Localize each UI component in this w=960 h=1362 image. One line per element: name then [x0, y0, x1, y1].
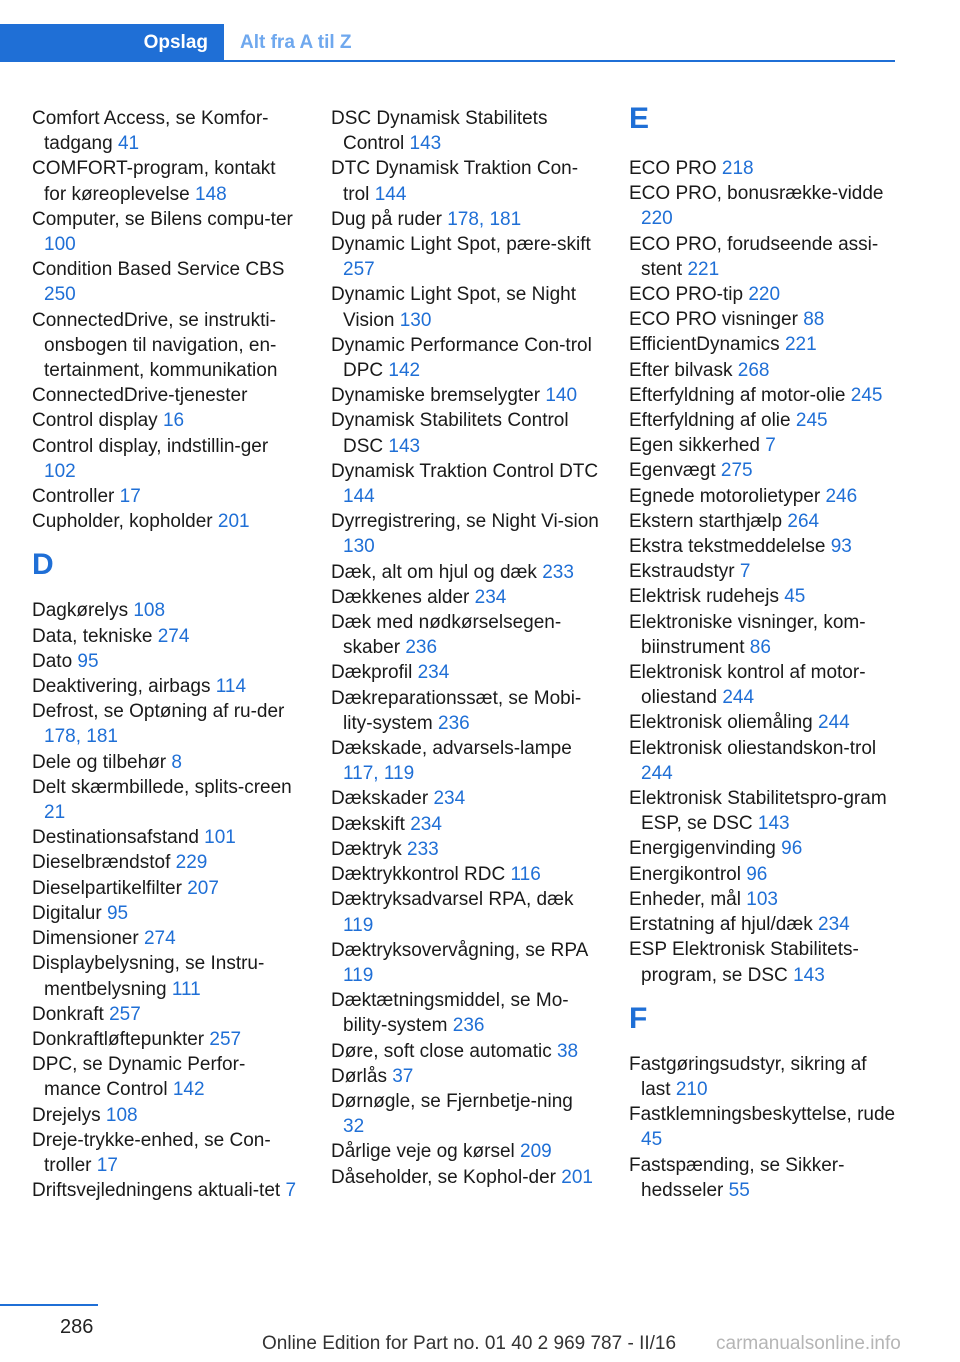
index-entry [331, 282, 599, 332]
header-divider [0, 60, 895, 62]
page-reference-link[interactable]: 95 [77, 650, 99, 672]
page-reference-link[interactable]: 45 [784, 586, 806, 608]
entry-term: Dåseholder, se Kophol-der [331, 1166, 556, 1188]
entry-term: DPC, se Dynamic Perfor-mance Control [32, 1054, 246, 1101]
index-column-3 [629, 102, 897, 1203]
index-entry [331, 988, 599, 1038]
page-reference-link[interactable]: 257 [343, 259, 375, 281]
page-reference-link[interactable]: 103 [746, 888, 778, 910]
index-entry [32, 156, 300, 206]
page-reference-link[interactable]: 220 [748, 284, 781, 306]
page-reference-link[interactable]: 201 [217, 511, 250, 533]
index-entry [629, 862, 897, 887]
entry-term: ECO PRO, forudseende assi-stent [629, 233, 879, 280]
entry-term: Dækskader [331, 788, 429, 810]
index-entry [629, 559, 897, 584]
index-entry [32, 509, 300, 534]
entry-term: Dæk, alt om hjul og dæk [331, 561, 537, 583]
entry-term: Controller [32, 486, 115, 508]
index-entry [629, 1102, 897, 1152]
index-entry [629, 836, 897, 861]
entry-term: Dreje-trykke-enhed, se Con-troller [32, 1129, 271, 1176]
entry-term: Control display [32, 410, 158, 432]
index-entry [331, 408, 599, 458]
page-reference-link[interactable]: 257 [209, 1028, 242, 1050]
index-entry [32, 674, 300, 699]
index-column-1 [32, 106, 300, 1203]
entry-term: Elektronisk Stabilitetspro-gram ESP, se DSC [629, 788, 887, 835]
index-entry [331, 1165, 599, 1190]
page-reference-link[interactable]: 236 [452, 1015, 485, 1037]
index-entry [331, 585, 599, 610]
section-letter-e: E [629, 102, 650, 135]
entry-term: Dårlige veje og kørsel [331, 1141, 515, 1163]
entry-term: Dæktryk [331, 838, 402, 860]
page-reference-link[interactable]: 233 [407, 838, 439, 860]
index-entry [32, 699, 300, 749]
page-reference-link[interactable]: 7 [765, 435, 776, 457]
index-entry [331, 207, 599, 232]
entry-term: Elektronisk oliestandskon-trol [629, 737, 877, 759]
entry-term: Dato [32, 650, 73, 672]
entry-term: Control display, indstillin-ger [32, 435, 269, 457]
page-reference-link[interactable]: 234 [818, 914, 850, 936]
page-reference-link[interactable]: 96 [781, 838, 803, 860]
entry-term: Egnede motorolietyper [629, 485, 821, 507]
page-reference-link[interactable]: 8 [171, 751, 182, 773]
entry-term: Fastspænding, se Sikker-hedsseler [629, 1154, 845, 1201]
page-reference-link[interactable]: 142 [172, 1079, 205, 1101]
entry-term: ECO PRO-tip [629, 284, 744, 306]
page-reference-link[interactable]: 148 [195, 183, 227, 205]
index-entry [331, 509, 599, 559]
index-entry [629, 610, 897, 660]
entry-term: Energikontrol [629, 863, 741, 885]
page-reference-link[interactable]: 234 [474, 586, 507, 608]
entry-term: EfficientDynamics [629, 334, 780, 356]
entry-term: Dæktrykkontrol RDC [331, 864, 506, 886]
page-reference-link[interactable]: 143 [757, 813, 790, 835]
page-reference-link[interactable]: 244 [818, 712, 850, 734]
index-entry [32, 1128, 300, 1178]
page-reference-link[interactable]: 274 [143, 928, 176, 950]
index-entry [629, 156, 897, 181]
page-reference-link[interactable]: 114 [215, 676, 247, 698]
index-entry [629, 736, 897, 786]
index-entry [331, 786, 599, 811]
index-entry [32, 408, 300, 433]
entry-term: Enheder, mål [629, 888, 741, 910]
edition-text: Online Edition for Part no. 01 40 2 969 787 - II/16 [262, 1333, 677, 1354]
entry-term: Dæktryksovervågning, se RPA [331, 939, 588, 961]
page-reference-link[interactable]: 7 [285, 1180, 297, 1202]
page-reference-link[interactable]: 220 [641, 208, 673, 230]
entry-term: Dieselpartikelfilter [32, 877, 182, 899]
page-reference-link[interactable]: 244 [641, 762, 673, 784]
page-number: 286 [60, 1316, 94, 1338]
index-entry [629, 484, 897, 509]
page-reference-link[interactable]: 21 [44, 802, 66, 824]
entry-term: Fastgøringsudstyr, sikring af last [629, 1053, 867, 1100]
page-reference-link[interactable]: 95 [106, 902, 129, 924]
index-entry [32, 624, 300, 649]
index-entry [32, 926, 300, 951]
entry-term: Elektronisk kontrol af motor-oliestand [629, 662, 866, 709]
index-entry [32, 850, 300, 875]
page-reference-link[interactable]: 100 [44, 234, 76, 256]
page-reference-link[interactable]: 143 [388, 435, 421, 457]
entry-term: Dækskade, advarsels-lampe [331, 738, 572, 760]
index-entry [331, 106, 599, 156]
index-entry [629, 232, 897, 282]
entry-term: Elektrisk rudehejs [629, 586, 779, 608]
entry-term: Deaktivering, airbags [32, 676, 211, 698]
entry-term: Elektroniske visninger, kom-biinstrument [629, 611, 866, 658]
entry-term: DTC Dynamisk Traktion Con-trol [331, 158, 579, 205]
page-reference-link[interactable]: 45 [641, 1129, 663, 1151]
index-entry [629, 358, 897, 383]
page-reference-link[interactable]: 16 [162, 410, 185, 432]
page-reference-link[interactable]: 117, 119 [343, 763, 415, 785]
page-reference-link[interactable]: 234 [433, 788, 466, 810]
page-reference-link[interactable]: 38 [556, 1040, 579, 1062]
index-entry [331, 938, 599, 988]
index-entry [32, 1002, 300, 1027]
entry-term: COMFORT-program, kontakt for køreoplevelse [32, 158, 276, 205]
page-reference-link[interactable]: 111 [171, 978, 201, 1000]
entry-term: Donkraft [32, 1003, 104, 1025]
entry-term: Dæktryksadvarsel RPA, dæk [331, 889, 574, 911]
entry-term: Donkraftløftepunkter [32, 1028, 205, 1050]
index-column-2 [331, 106, 599, 1190]
page-reference-link[interactable]: 234 [417, 662, 450, 684]
index-entry [32, 1178, 300, 1203]
page-reference-link[interactable]: 37 [392, 1065, 414, 1087]
entry-term: Dækkenes alder [331, 586, 470, 608]
index-entry [32, 383, 300, 408]
entry-term: ECO PRO [629, 158, 717, 179]
index-entry [629, 887, 897, 912]
page-reference-link[interactable]: 55 [728, 1179, 750, 1201]
index-entry [629, 509, 897, 534]
page-reference-link[interactable]: 7 [739, 561, 751, 583]
entry-term: Drejelys [32, 1104, 101, 1126]
index-entry [32, 825, 300, 850]
index-entry [629, 937, 897, 987]
entry-term: Dørlås [331, 1065, 387, 1087]
entry-term: Comfort Access, se Komfor-tadgang [32, 108, 269, 155]
index-entry [629, 383, 897, 408]
entry-term: Dynamisk Stabilitets Control DSC [331, 410, 569, 457]
entry-term: Driftsvejledningens aktuali-tet [32, 1180, 281, 1202]
page-reference-link[interactable]: 274 [157, 625, 190, 647]
index-entry [32, 207, 300, 257]
index-entry [629, 433, 897, 458]
entry-term: Dynamiske bremselygter [331, 385, 541, 407]
index-entry [331, 887, 599, 937]
index-entry [32, 434, 300, 484]
index-entry [629, 786, 897, 836]
entry-term: Displaybelysning, se Instru-mentbelysning [32, 953, 265, 1000]
index-entry [629, 332, 897, 357]
page-reference-link[interactable]: 143 [793, 964, 825, 986]
watermark: carmanualsonline.info [716, 1333, 901, 1354]
entry-term: Dynamisk Traktion Control DTC [331, 460, 599, 482]
page-reference-link[interactable]: 119 [343, 964, 374, 986]
entry-term: Elektronisk oliemåling [629, 712, 813, 734]
entry-term: Dimensioner [32, 928, 139, 950]
index-entry [331, 383, 599, 408]
index-entry [32, 1027, 300, 1052]
entry-term: ConnectedDrive-tjenester [32, 385, 248, 407]
index-entry [331, 1039, 599, 1064]
index-entry [32, 775, 300, 825]
entry-term: Computer, se Bilens compu-ter [32, 208, 293, 230]
page-reference-link[interactable]: 178, 181 [447, 208, 522, 230]
page-reference-link[interactable]: 218 [721, 158, 754, 179]
entry-term: Condition Based Service CBS [32, 259, 285, 281]
page-reference-link[interactable]: 221 [784, 334, 817, 356]
entry-term: Ekstern starthjælp [629, 510, 783, 532]
page-reference-link[interactable]: 88 [803, 309, 825, 331]
entry-term: Egenvægt [629, 460, 716, 482]
entry-term: Efterfyldning af motor-olie [629, 384, 846, 406]
page-reference-link[interactable]: 41 [117, 133, 140, 155]
index-entry [331, 837, 599, 862]
page-reference-link[interactable]: 234 [410, 813, 442, 835]
page-reference-link[interactable]: 86 [749, 636, 771, 658]
index-entry [331, 686, 599, 736]
page-reference-link[interactable]: 236 [405, 637, 438, 659]
index-entry [629, 912, 897, 937]
entry-term: ECO PRO visninger [629, 309, 798, 331]
page-reference-link[interactable]: 102 [44, 460, 76, 482]
entry-term: Dieselbrændstof [32, 852, 171, 874]
index-entry [32, 649, 300, 674]
section-letter-d: D [32, 548, 54, 582]
entry-term: Dagkørelys [32, 600, 129, 622]
page-reference-link[interactable]: 246 [825, 485, 858, 507]
entry-term: ECO PRO, bonusrække-vidde [629, 183, 884, 205]
index-entry [32, 750, 300, 775]
entry-term: Egen sikkerhed [629, 435, 760, 457]
index-entry [629, 534, 897, 559]
entry-term: Dækprofil [331, 662, 413, 684]
index-entry [32, 901, 300, 926]
page-reference-link[interactable]: 144 [374, 183, 407, 205]
page-reference-link[interactable]: 233 [542, 561, 574, 583]
entry-term: Energigenvinding [629, 838, 776, 860]
index-entry [629, 282, 897, 307]
index-entry [32, 876, 300, 901]
entry-term: Dørnøgle, se Fjernbetje-ning [331, 1090, 573, 1112]
index-entry [331, 560, 599, 585]
index-entry [32, 1052, 300, 1102]
entry-term: Erstatning af hjul/dæk [629, 914, 813, 936]
entry-term: Dæktætningsmiddel, se Mo-bility-system [331, 990, 569, 1037]
page-reference-link[interactable]: 93 [830, 536, 852, 558]
entry-term: Dynamic Light Spot, se Night Vision [331, 284, 577, 331]
index-entry [32, 951, 300, 1001]
entry-term: Dynamic Performance Con-trol DPC [331, 334, 592, 382]
page-reference-link[interactable]: 108 [105, 1104, 138, 1126]
entry-term: Digitalur [32, 902, 102, 924]
index-entry [331, 459, 599, 509]
page-reference-link[interactable]: 116 [510, 864, 541, 886]
page-reference-link[interactable]: 257 [109, 1003, 141, 1025]
index-entry [32, 1103, 300, 1128]
entry-term: ESP Elektronisk Stabilitets-program, se DSC [629, 939, 859, 986]
index-entry [331, 1064, 599, 1089]
entry-term: Dyrregistrering, se Night Vi-sion [331, 511, 599, 533]
entry-term: Dækskift [331, 813, 405, 835]
index-entry [629, 307, 897, 332]
entry-term: Defrost, se Optøning af ru-der [32, 701, 285, 723]
page-reference-link[interactable]: 144 [343, 486, 375, 508]
index-entry [331, 1089, 599, 1139]
index-entry [331, 232, 599, 282]
index-entry [629, 408, 897, 433]
footer-divider [0, 1304, 98, 1306]
index-entry [629, 181, 897, 231]
tab-opslag[interactable]: Opslag [0, 24, 224, 62]
entry-term: Efterfyldning af olie [629, 410, 791, 432]
index-entry [331, 736, 599, 786]
page-reference-link[interactable]: 201 [561, 1166, 593, 1188]
index-entry [331, 812, 599, 837]
index-entry [32, 598, 300, 623]
entry-term: Ekstra tekstmeddelelse [629, 536, 826, 558]
page-reference-link[interactable]: 268 [737, 359, 770, 381]
page-reference-link[interactable]: 229 [175, 852, 208, 874]
index-entry [331, 660, 599, 685]
index-entry [32, 484, 300, 509]
page-reference-link[interactable]: 32 [343, 1116, 365, 1138]
index-entry [331, 156, 599, 206]
index-entry [331, 610, 599, 660]
page-reference-link[interactable]: 130 [343, 536, 375, 558]
entry-term: Dynamic Light Spot, pære-skift [331, 234, 591, 256]
index-entry [32, 257, 300, 307]
index-entry [32, 106, 300, 156]
index-entry [629, 584, 897, 609]
page-reference-link[interactable]: 245 [795, 410, 828, 432]
entry-term: Dele og tilbehør [32, 751, 167, 773]
index-entry [629, 710, 897, 735]
entry-term: Destinationsafstand [32, 827, 199, 849]
page-reference-link[interactable]: 96 [746, 863, 768, 885]
page-reference-link[interactable]: 108 [133, 600, 166, 622]
index-entry [331, 333, 599, 383]
index-entry [629, 1153, 897, 1203]
page-reference-link[interactable]: 244 [722, 687, 755, 709]
entry-term: Efter bilvask [629, 359, 733, 381]
page-reference-link[interactable]: 140 [545, 385, 578, 407]
tab-alt-fra-a-til-z[interactable]: Alt fra A til Z [240, 32, 352, 53]
page-reference-link[interactable]: 275 [720, 460, 753, 482]
page-reference-link[interactable]: 17 [119, 486, 141, 508]
entry-term: Ekstraudstyr [629, 561, 735, 583]
index-entry [629, 660, 897, 710]
entry-term: Dækreparationssæt, se Mobi-lity-system [331, 687, 582, 734]
page-reference-link[interactable]: 119 [343, 914, 374, 936]
page-reference-link[interactable]: 250 [44, 284, 76, 306]
page-reference-link[interactable]: 209 [520, 1141, 552, 1163]
page-reference-link[interactable]: 143 [409, 133, 442, 155]
index-entry [331, 862, 599, 887]
page-reference-link[interactable]: 207 [187, 877, 219, 899]
page-reference-link[interactable]: 236 [438, 712, 470, 734]
page-reference-link[interactable]: 210 [675, 1078, 708, 1100]
entry-term: Cupholder, kopholder [32, 511, 213, 533]
page-reference-link[interactable]: 130 [399, 309, 432, 331]
page-header [0, 0, 960, 62]
index-entry [32, 308, 300, 384]
page-reference-link[interactable]: 142 [388, 360, 421, 382]
index-entry [331, 1139, 599, 1164]
page-reference-link[interactable]: 178, 181 [44, 726, 118, 748]
entry-term: Dug på ruder [331, 208, 442, 230]
index-entry [629, 1052, 897, 1102]
entry-term: Delt skærmbillede, splits-creen [32, 776, 292, 798]
page-reference-link[interactable]: 17 [96, 1154, 118, 1176]
page-reference-link[interactable]: 101 [204, 827, 236, 849]
page-reference-link[interactable]: 264 [787, 510, 820, 532]
entry-term: Data, tekniske [32, 625, 153, 647]
entry-term: Døre, soft close automatic [331, 1040, 552, 1062]
entry-term: Dæk med nødkørselsegen-skaber [331, 612, 562, 659]
entry-term: Fastklemningsbeskyttelse, rude [629, 1104, 896, 1126]
page-reference-link[interactable]: 245 [850, 384, 883, 406]
section-letter-f: F [629, 1001, 648, 1035]
page-reference-link[interactable]: 221 [687, 258, 720, 280]
entry-term: DSC Dynamisk Stabilitets Control [331, 108, 548, 155]
index-entry [629, 458, 897, 483]
entry-term: ConnectedDrive, se instrukti-onsbogen til navigation, en-tertainment, kommunikation [32, 309, 278, 382]
